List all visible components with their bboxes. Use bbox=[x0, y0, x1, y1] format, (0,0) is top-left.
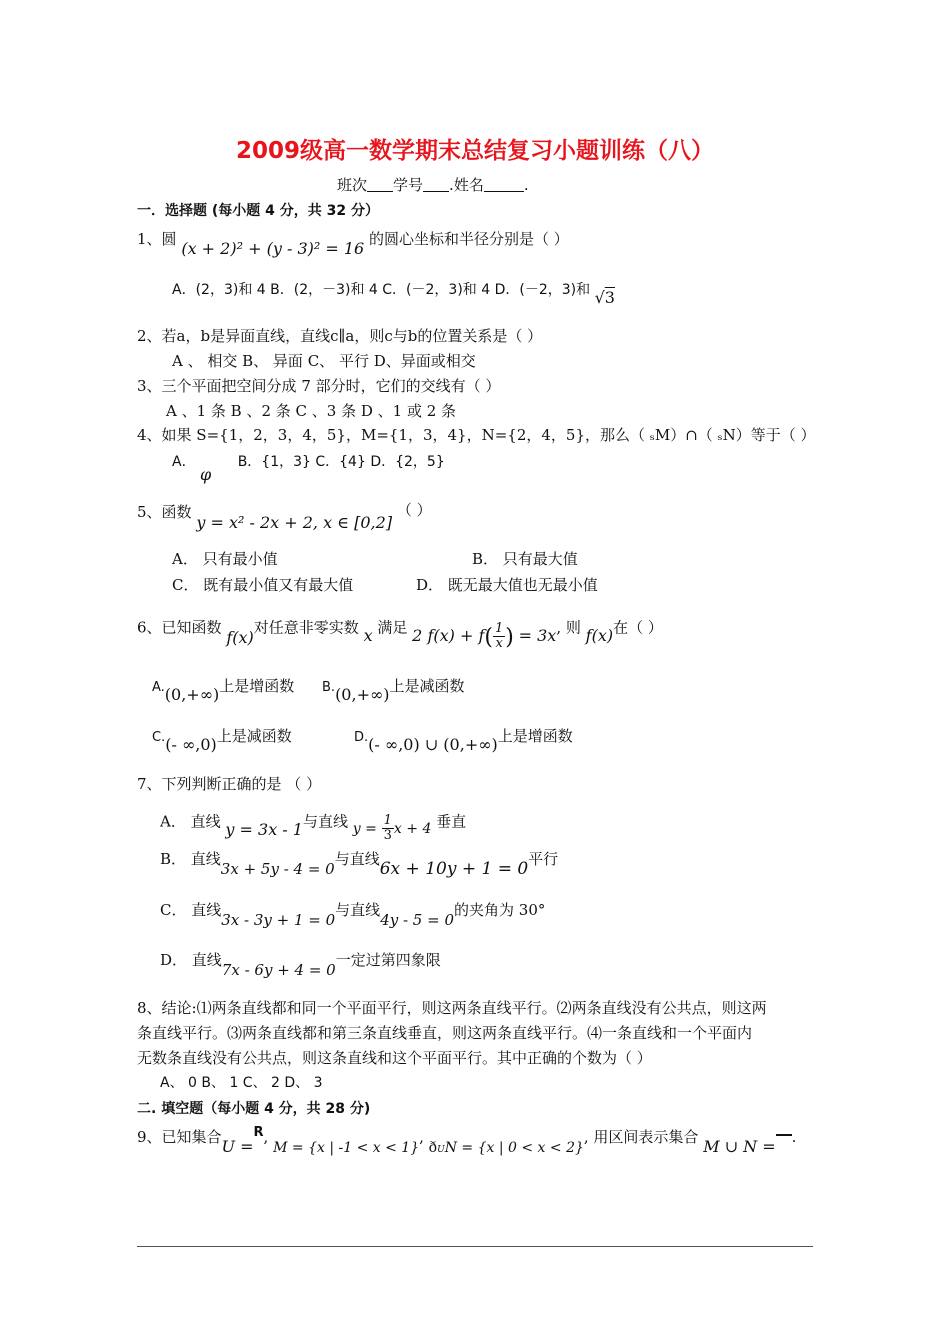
q6-option-d bbox=[354, 726, 573, 754]
q7-a-frac-den: 3 bbox=[383, 828, 392, 843]
q9-complement-sub: U bbox=[437, 1145, 445, 1155]
class-label: 班次 bbox=[337, 176, 368, 194]
q7-b-math-1: 3x + 5y - 4 = 0 bbox=[220, 860, 335, 878]
q9-u: U = bbox=[221, 1137, 254, 1156]
q1-options-text: A．(2，3)和 4 B．(2，－3)和 4 C．(－2，3)和 4 D．(－2，3)和 bbox=[172, 282, 591, 298]
q7-a-end: 垂直 bbox=[436, 812, 467, 831]
q7-option-b bbox=[160, 849, 559, 879]
q5-equation: y = x² - 2x + 2, x ∈ [0,2] bbox=[196, 513, 393, 532]
q7-option-c bbox=[160, 900, 546, 929]
q7-d-math-1: 7x - 6y + 4 = 0 bbox=[221, 961, 336, 979]
q9-r: R bbox=[253, 1125, 264, 1140]
id-label: 学号 bbox=[393, 176, 424, 194]
name-label: 姓名 bbox=[453, 176, 484, 194]
q7-b-text: 与直线 bbox=[334, 850, 380, 868]
q7-c-math-1: 3x - 3y + 1 = 0 bbox=[221, 911, 336, 929]
q6-number: 6、已知函数 bbox=[137, 618, 222, 637]
q6-option-c bbox=[152, 726, 292, 754]
q7-a-fraction bbox=[382, 814, 394, 843]
q7-d-label: D． 直线 bbox=[160, 951, 222, 969]
question-8-line-3: 无数条直线没有公共点，则这条直线和这个平面平行。其中正确的个数为（ ） bbox=[137, 1049, 652, 1067]
question-7: 7、下列判断正确的是 （ ） bbox=[137, 775, 322, 793]
q4-options bbox=[172, 451, 445, 484]
section-2-heading: 二. 填空题（每小题 4 分，共 28 分) bbox=[137, 1101, 371, 1117]
question-2: 2、若a，b是异面直线，直线c∥a，则c与b的位置关系是（ ） bbox=[137, 327, 543, 345]
q6-a-math: (0,+∞) bbox=[164, 685, 220, 704]
q7-b-label: B． 直线 bbox=[160, 850, 221, 868]
q9-answer-blank bbox=[776, 1124, 792, 1136]
q7-c-math-2: 4y - 5 = 0 bbox=[380, 911, 455, 929]
question-6: 6、已知函数 f(x)对任意非零实数 x 满足 2 f(x) + f( $\frac{1}{x}$ ) = 3x, 则 f(x)在（ ） bbox=[137, 618, 663, 651]
q4-option-a: A． bbox=[172, 454, 196, 470]
q7-a-text: 与直线 bbox=[302, 812, 348, 831]
q4-phi: φ bbox=[200, 465, 212, 484]
q6-fraction bbox=[493, 622, 505, 651]
q6-c-text: 上是减函数 bbox=[216, 727, 292, 745]
q5-number: 5、函数 bbox=[137, 503, 192, 521]
question-4: 4、如果 S={1，2，3，4，5}，M={1，3，4}，N={2，4，5}，那么（ ₛM）∩（ ₛN）等于（ ） bbox=[137, 426, 816, 444]
q6-d-label: D. bbox=[354, 730, 369, 745]
q6-d-math: (- ∞,0) ∪ (0,+∞) bbox=[368, 735, 498, 754]
q6-a-text: 上是增函数 bbox=[219, 677, 295, 695]
q1-text: 的圆心坐标和半径分别是（ ） bbox=[369, 230, 569, 248]
q5-paren: （ ） bbox=[396, 501, 432, 519]
question-9 bbox=[137, 1124, 797, 1156]
q7-a-frac-num: 1 bbox=[383, 813, 392, 828]
q1-sqrt-value: 3 bbox=[604, 288, 615, 307]
question-1 bbox=[137, 229, 569, 258]
class-blank bbox=[367, 175, 393, 192]
q9-n: N = {x | 0 < x < 2} bbox=[444, 1140, 584, 1156]
q6-fx: f(x) bbox=[226, 627, 254, 647]
q9-union: M ∪ N = bbox=[703, 1137, 776, 1156]
id-blank bbox=[423, 175, 449, 192]
question-8-line-1: 8、结论:⑴两条直线都和同一个平面平行，则这两条直线平行。⑵两条直线没有公共点，则这两 bbox=[137, 999, 767, 1017]
end-dot: . bbox=[523, 176, 529, 194]
q7-option-a bbox=[160, 808, 467, 843]
q7-c-text: 与直线 bbox=[335, 901, 381, 919]
q7-b-end: 平行 bbox=[528, 850, 559, 868]
q5-option-b: B． 只有最大值 bbox=[472, 550, 578, 568]
q5-option-a: A． 只有最小值 bbox=[172, 550, 278, 568]
q9-comma-2: , bbox=[419, 1128, 424, 1146]
q7-a-math-2: y = bbox=[352, 820, 377, 837]
name-blank bbox=[484, 175, 524, 192]
q3-options: A 、1 条 B 、2 条 C 、3 条 D 、1 或 2 条 bbox=[166, 402, 457, 420]
q7-c-end: 的夹角为 30° bbox=[454, 901, 546, 919]
q9-end: . bbox=[791, 1128, 797, 1146]
q1-sqrt: √3 bbox=[594, 288, 615, 307]
student-info-line bbox=[337, 175, 529, 195]
section-1-heading: 一．选择题 (每小题 4 分，共 32 分） bbox=[137, 203, 379, 219]
q7-c-label: C． 直线 bbox=[160, 901, 222, 919]
q9-number: 9、已知集合 bbox=[137, 1128, 222, 1146]
q1-number: 1、圆 bbox=[137, 230, 177, 248]
footer-divider bbox=[137, 1246, 813, 1247]
q6-text-4: 在（ ） bbox=[613, 618, 663, 637]
q9-complement: ð bbox=[428, 1140, 438, 1156]
q6-frac-num: 1 bbox=[494, 621, 504, 636]
dot: . bbox=[449, 176, 454, 194]
q6-text-1: 对任意非零实数 bbox=[253, 618, 359, 637]
question-3: 3、三个平面把空间分成 7 部分时，它们的交线有（ ） bbox=[137, 377, 501, 395]
q9-comma: , bbox=[263, 1128, 269, 1146]
q6-c-label: C. bbox=[152, 730, 166, 745]
q4-options-rest: B．{1，3} C．{4} D．{2，5} bbox=[237, 454, 445, 470]
q6-c-math: (- ∞,0) bbox=[165, 735, 217, 754]
q6-fx-2: f(x) bbox=[585, 625, 614, 645]
q7-option-d bbox=[160, 950, 441, 979]
q6-d-text: 上是增函数 bbox=[497, 727, 573, 745]
q6-eq-left: 2 f(x) + f bbox=[412, 625, 485, 645]
q9-m: M = {x | -1 < x < 1} bbox=[273, 1140, 420, 1156]
q6-b-label: B. bbox=[322, 680, 336, 695]
q6-option-a bbox=[152, 676, 295, 704]
q5-option-d: D． 既无最大值也无最小值 bbox=[416, 576, 598, 594]
q6-b-text: 上是减函数 bbox=[389, 677, 465, 695]
q7-b-math-2: 6x + 10y + 1 = 0 bbox=[379, 859, 529, 879]
q7-a-label: A． 直线 bbox=[160, 812, 221, 831]
q1-equation: (x + 2)² + (y - 3)² = 16 bbox=[181, 239, 365, 258]
q6-a-label: A. bbox=[152, 680, 165, 695]
q7-a-math-1: y = 3x - 1 bbox=[225, 819, 303, 839]
q7-a-math-3: x + 4 bbox=[393, 820, 432, 837]
q1-options bbox=[172, 279, 615, 307]
q6-x: x bbox=[363, 625, 373, 645]
q6-b-math: (0,+∞) bbox=[335, 685, 390, 704]
question-5 bbox=[137, 501, 432, 532]
q5-option-c: C． 既有最小值又有最大值 bbox=[172, 576, 354, 594]
q7-d-end: 一定过第四象限 bbox=[335, 951, 441, 969]
q6-frac-den: x bbox=[495, 636, 503, 651]
q6-text-3: , 则 bbox=[556, 618, 581, 637]
q6-text-2: 满足 bbox=[377, 618, 408, 637]
q9-text: , 用区间表示集合 bbox=[583, 1128, 699, 1146]
q6-eq-right: = 3x bbox=[518, 625, 557, 645]
page-title: 2009级高一数学期末总结复习小题训练（八） bbox=[235, 138, 714, 164]
q6-option-b bbox=[322, 676, 465, 704]
q8-options: A、 0 B、 1 C、 2 D、 3 bbox=[160, 1075, 323, 1091]
q2-options: A 、 相交 B、 异面 C、 平行 D、异面或相交 bbox=[172, 352, 476, 370]
question-8-line-2: 条直线平行。⑶两条直线都和第三条直线垂直，则这两条直线平行。⑷一条直线和一个平面内 bbox=[137, 1024, 753, 1042]
